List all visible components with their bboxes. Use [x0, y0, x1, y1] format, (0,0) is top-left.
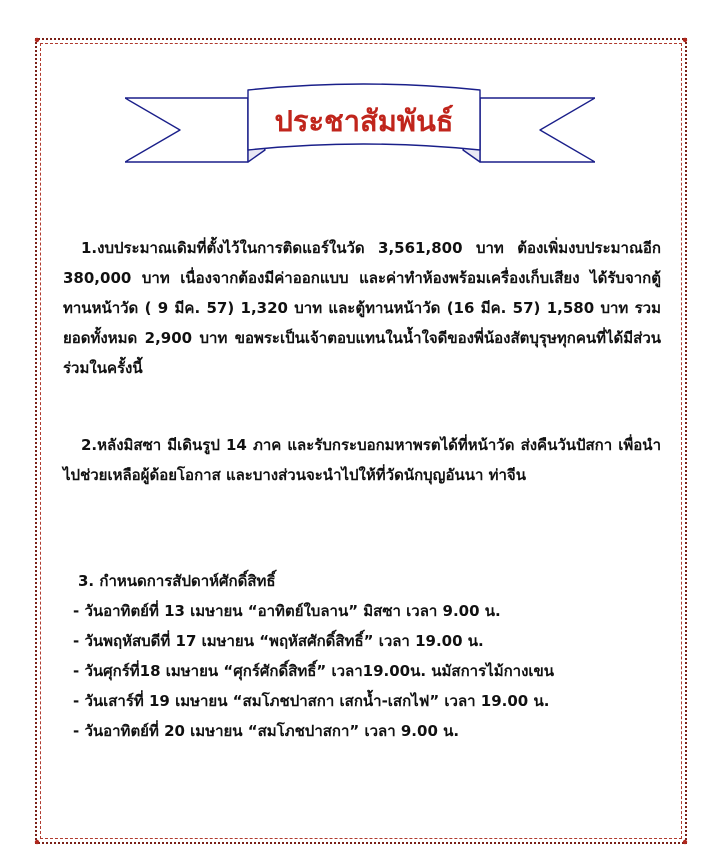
schedule-line: - วันศุกร์ที่18 เมษายน “ศุกร์ศักดิ์สิทธิ์” เวลา19.00น. นมัสการไม้กางเขน — [73, 662, 555, 680]
schedule-line: - วันเสาร์ที่ 19 เมษายน “สมโภชปาสกา เสกน้ำ-เสกไฟ” เวลา 19.00 น. — [73, 692, 550, 710]
holy-week-schedule — [73, 566, 668, 746]
announcement-item-1: 1.งบประมาณเดิมที่ตั้งไว้ในการติดแอร์ในวัด 3,561,800 บาท ต้องเพิ่มงบประมาณอีก 380,000 บาท เนื่องจากต้องมีค่าออกแบบ และค่าทำห้องพร้อมเครื่องเก็บเสียง ได้รับจากตู้ทานหน้าวัด ( 9 มีค. 57) 1,320 บาท และตู้ทานหน้าวัด (16 มีค. 57) 1,580 บาท รวมยอดทั้งหมด 2,900 บาท ขอพระเป็นเจ้าตอบแทนในน้ำใจดีของพี่น้องสัตบุรุษทุกคนที่ได้มีส่วนร่วมในครั้งนี้ — [63, 239, 661, 377]
schedule-line: - วันอาทิตย์ที่ 20 เมษายน “สมโภชปาสกา” เวลา 9.00 น. — [73, 722, 460, 740]
page-title: ประชาสัมพันธ์ — [274, 104, 454, 138]
schedule-line: - วันอาทิตย์ที่ 13 เมษายน “อาทิตย์ใบลาน” มิสซา เวลา 9.00 น. — [73, 602, 501, 620]
schedule-line: - วันพฤหัสบดีที่ 17 เมษายน “พฤหัสศักดิ์สิทธิ์” เวลา 19.00 น. — [73, 632, 484, 650]
announcement-item-2: 2.หลังมิสซา มีเดินรูป 14 ภาค และรับกระบอกมหาพรตได้ที่หน้าวัด ส่งคืนวันปัสกา เพื่อนำไปช่วยเหลือผู้ด้อยโอกาส และบางส่วนจะนำไปให้ที่วัดนักบุญอันนา ท่าจีน — [63, 436, 661, 484]
schedule-heading: 3. กำหนดการสัปดาห์ศักดิ์สิทธิ์ — [78, 572, 276, 590]
